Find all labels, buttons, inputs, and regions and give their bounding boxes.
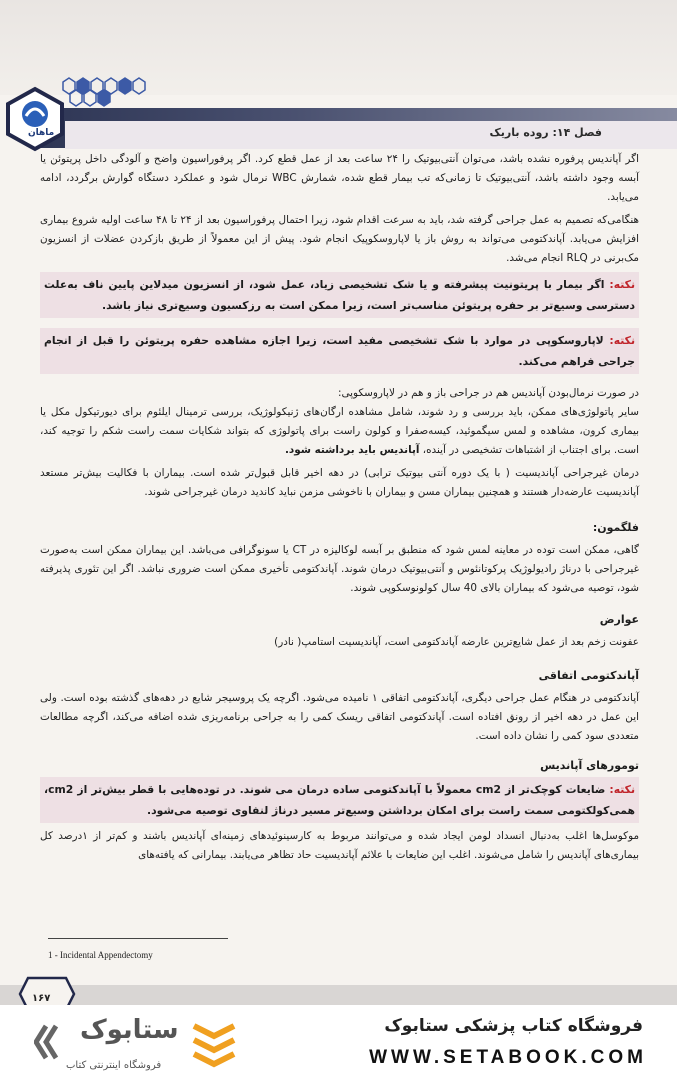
footer-band xyxy=(0,985,677,1005)
note-text: لاپاروسکوپی در موارد با شک تشخیصی مفید است، زیرا اجازه مشاهده حفره پریتوئن را قبل از انجام جراحی فراهم می‌کند. xyxy=(44,334,635,368)
hexagon-decoration xyxy=(55,72,165,112)
shop-url[interactable]: WWW.SETABOOK.COM xyxy=(369,1047,647,1068)
note-label: نکته: xyxy=(609,334,635,347)
section-body-phlegmon: گاهی، ممکن است توده در معاینه لمس شود که منطبق بر آبسه لوکالیزه در CT یا سونوگرافی می‌باشد. این بیماران ممکن است به‌صورت غیرجراحی با درناژ رادیولوژیک پرکوتانئوس و آنتی‌بیوتیک درمان شوند. آپاندکتومی تأخیری ممکن است ضروری نباشد. اگر این تئوری پذیرفته شود، توصیه می‌شود که بیماران بالای 40 سال کولونوسکوپی شوند. xyxy=(40,544,639,594)
note-box-3 xyxy=(40,777,639,823)
note-text: ضایعات کوچک‌تر از cm2 معمولاً با آپاندکتومی ساده درمان می شوند. در توده‌هایی با قطر بیش‌تر از cm2، همی‌کولکتومی سمت راست برای امکان برداشتن وسیع‌تر مسیر درناژ لنفاوی توصیه می‌شود. xyxy=(44,783,635,817)
note-text: اگر بیمار با پریتونیت پیشرفته و یا شک تشخیصی زیاد، عمل شود، از انسزیون میدلاین پایین ناف به‌علت دسترسی وسیع‌تر بر حفره پریتوئن مناسب‌تر است، زیرا ممکن است به رزکسیون وسیع‌تری نیاز باشد. xyxy=(44,278,635,312)
paragraph-other-pathologies xyxy=(40,403,639,460)
chapter-title: فصل ۱۴: روده باریک xyxy=(489,126,602,139)
page-number: ۱۶۷ xyxy=(32,993,51,1004)
paragraph-normal-appendix: در صورت نرمال‌بودن آپاندیس هم در جراحی باز و هم در لاپاروسکوپی: xyxy=(337,387,639,399)
shop-name: فروشگاه کتاب پزشکی ستابوک xyxy=(384,1016,643,1036)
footnote-divider xyxy=(48,938,228,939)
page-content xyxy=(40,150,639,869)
paragraph-bold-text: آپاندیس باید برداشته شود. xyxy=(284,444,420,456)
paragraph-nonsurgical: درمان غیرجراحی آپاندیسیت ( با یک دوره آنتی بیوتیک ترابی) در دهه اخیر قابل قبول‌تر شده است. بیماران با فکالیت بیش‌تر مستعد آپاندیسیت عارضه‌دار هستند و همچنین بیماران مسن و بیماران با ناخوشی مزمن نباید کاندید درمان غیرجراحی شوند. xyxy=(40,467,639,498)
setabook-brand-subtitle: فروشگاه اینترنتی کتاب xyxy=(66,1060,162,1071)
publisher-logo-text: ماهان xyxy=(28,128,55,138)
section-heading-complications: عوارض xyxy=(599,613,639,626)
footnote: 1 - Incidental Appendectomy xyxy=(48,950,153,960)
section-heading-incidental: آپاندکتومی اتفاقی xyxy=(538,669,639,682)
section-heading-phlegmon: فلگمون: xyxy=(592,521,639,534)
note-label: نکته: xyxy=(609,783,635,796)
setabook-brand-name: ستابوک xyxy=(80,1015,179,1045)
note-box-1 xyxy=(40,272,639,318)
paragraph-text: سایر پاتولوژی‌های ممکن، باید بررسی و رد شوند، شامل مشاهده ارگان‌های ژنیکولوژیک، بررسی ترمینال ایلئوم برای دیورتیکول مکل یا بیماری کرون، مشاهده و لمس سیگموئید، کیسه‌صفرا و کولون راست برای پاتولوژی که بتواند شکایات سمت راست شکم را توجیه کند، است. برای اجتناب از اشتباهات تشخیصی در آینده، xyxy=(40,406,639,456)
paragraph-surgery: هنگامی‌که تصمیم به عمل جراحی گرفته شد، باید به سرعت اقدام شود، زیرا احتمال پرفوراسیون بعد از ۲۴ تا ۴۸ ساعت اولیه شروع بیماری افزایش می‌یابد. آپاندکتومی می‌تواند به روش باز یا لاپاروسکوپیک انجام شود. پیش از این معمولاً از طریق بازکردن عضلات از انسزیون مک‌برنی در RLQ انجام می‌شد. xyxy=(40,214,639,264)
paragraph-antibiotic: اگر آپاندیس پرفوره نشده باشد، می‌توان آنتی‌بیوتیک را ۲۴ ساعت بعد از عمل قطع کرد. اگر پرفوراسیون واضح و آلودگی داخل پریتوئن یا آبسه وجود داشته باشد، آنتی‌بیوتیک تا زمانی‌که تب بیمار قطع شده، شمارش WBC نرمال شود و عملکرد دستگاه گوارش برگردد، ادامه می‌یابد. xyxy=(40,153,639,203)
section-heading-tumors: تومورهای آپاندیس xyxy=(540,759,639,772)
section-body-incidental: آپاندکتومی در هنگام عمل جراحی دیگری، آپاندکتومی اتفاقی ۱ نامیده می‌شود. اگرچه یک پروسیجر شایع در دهه‌های گذشته بوده است. ولی این عمل در دهه اخیر از رونق افتاده است. آپاندکتومی اتفاقی ریسک کمی را به جراحی برنامه‌ریزی شده اضافه می‌کند، اگرچه مطالعات متعددی سود کمی را نشان داده است. xyxy=(40,692,639,742)
paragraph-mucocele: موکوسل‌ها اغلب به‌دنبال انسداد لومن ایجاد شده و می‌توانند مربوط به کارسینوئیدهای زمینه‌ای آپاندیس باشند و کم‌تر از ۱درصد کل بیماری‌های آپاندیس را شامل می‌شوند. اغلب این ضایعات با علائم آپاندیسیت حاد تظاهر می‌یابند. بیمارانی که یافته‌های xyxy=(40,830,640,861)
section-body-complications: عفونت زخم بعد از عمل شایع‌ترین عارضه آپاندکتومی است، آپاندیسیت استامپ( نادر) xyxy=(274,636,639,648)
note-label: نکته: xyxy=(609,278,635,291)
publisher-logo-icon xyxy=(2,86,68,152)
note-box-2 xyxy=(40,328,639,374)
